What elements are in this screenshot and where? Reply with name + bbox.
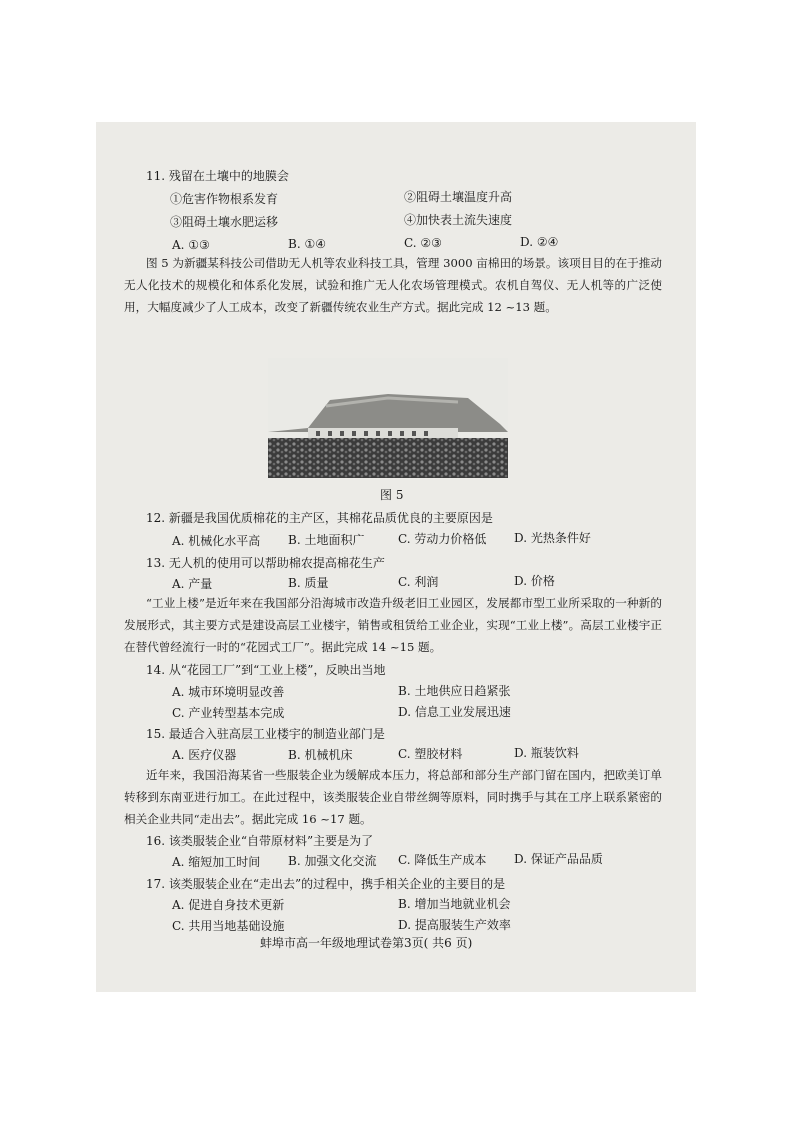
question-15-option-b: B. 机械机床	[288, 748, 353, 762]
question-15-option-c: C. 塑胶材料	[398, 747, 463, 761]
question-17-stem: 17. 该类服装企业在“走出去”的过程中，携手相关企业的主要目的是	[146, 877, 506, 891]
question-11-option-b: B. ①④	[288, 237, 326, 251]
passage-14-15: “工业上楼”是近年来在我国部分沿海城市改造升级老旧工业园区，发展都市型工业所采取的一种新的发展形式，其主要方式是建设高层工业楼宇，销售或租赁给工业企业，实现“工业上楼”。高层工业楼宇正在替代曾经流行一时的“花园式工厂”。据此完成 14 ~15 题。	[124, 596, 662, 654]
question-12-option-c: C. 劳动力价格低	[398, 532, 487, 546]
question-14-option-d: D. 信息工业发展迅速	[398, 705, 511, 719]
question-14-option-a: A. 城市环境明显改善	[172, 685, 285, 699]
question-17-option-a: A. 促进自身技术更新	[172, 898, 285, 912]
question-11-statement-3: ③阻碍土壤水肥运移	[170, 215, 279, 229]
passage-12-13: 图 5 为新疆某科技公司借助无人机等农业科技工具，管理 3000 亩棉田的场景。该项目目的在于推动无人化技术的规模化和体系化发展，试验和推广无人化农场管理模式。农机自驾仪、无人机等的广泛使用，大幅度减少了人工成本，改变了新疆传统农业生产方式。据此完成 12 ~13 题。	[124, 256, 662, 314]
cotton-field-photo	[268, 358, 508, 478]
question-17-option-b: B. 增加当地就业机会	[398, 897, 511, 911]
question-17-option-d: D. 提高服装生产效率	[398, 918, 511, 932]
question-16-option-b: B. 加强文化交流	[288, 854, 377, 868]
question-11-option-c: C. ②③	[404, 236, 442, 250]
question-16-option-c: C. 降低生产成本	[398, 853, 487, 867]
question-16-stem: 16. 该类服装企业“自带原材料”主要是为了	[146, 834, 374, 848]
question-15-option-a: A. 医疗仪器	[172, 748, 237, 762]
passage-16-17: 近年来，我国沿海某省一些服装企业为缓解成本压力，将总部和部分生产部门留在国内，把欧美订单转移到东南亚进行加工。在此过程中，该类服装企业自带丝绸等原料，同时携手与其在工序上联系紧密的相关企业共同“走出去”。据此完成 16 ~17 题。	[124, 768, 662, 826]
question-11-stem: 11. 残留在土壤中的地膜会	[146, 169, 289, 183]
question-12-option-b: B. 土地面积广	[288, 533, 365, 547]
question-11-option-d: D. ②④	[520, 235, 559, 249]
question-14-stem: 14. 从“花园工厂”到“工业上楼”，反映出当地	[146, 663, 386, 677]
question-14-option-c: C. 产业转型基本完成	[172, 706, 285, 720]
question-16-option-d: D. 保证产品品质	[514, 852, 603, 866]
question-17-option-c: C. 共用当地基础设施	[172, 919, 285, 933]
question-16-option-a: A. 缩短加工时间	[172, 855, 261, 869]
page-footer: 蚌埠市高一年级地理试卷第3页( 共6 页)	[260, 936, 473, 950]
question-15-option-d: D. 瓶装饮料	[514, 746, 579, 760]
question-13-option-c: C. 利润	[398, 575, 439, 589]
question-11-statement-4: ④加快表土流失速度	[404, 213, 513, 227]
question-13-option-a: A. 产量	[172, 577, 213, 591]
question-11-statement-2: ②阻碍土壤温度升高	[404, 190, 513, 204]
question-15-stem: 15. 最适合入驻高层工业楼宇的制造业部门是	[146, 727, 385, 741]
question-13-option-d: D. 价格	[514, 574, 555, 588]
figure-5-caption: 图 5	[380, 488, 404, 502]
question-12-option-d: D. 光热条件好	[514, 531, 591, 545]
question-11-statement-1: ①危害作物根系发育	[170, 192, 279, 206]
question-13-option-b: B. 质量	[288, 576, 329, 590]
question-11-option-a: A. ①③	[172, 238, 210, 252]
question-13-stem: 13. 无人机的使用可以帮助棉农提高棉花生产	[146, 556, 385, 570]
question-14-option-b: B. 土地供应日趋紧张	[398, 684, 511, 698]
question-12-option-a: A. 机械化水平高	[172, 534, 261, 548]
question-12-stem: 12. 新疆是我国优质棉花的主产区，其棉花品质优良的主要原因是	[146, 511, 493, 525]
